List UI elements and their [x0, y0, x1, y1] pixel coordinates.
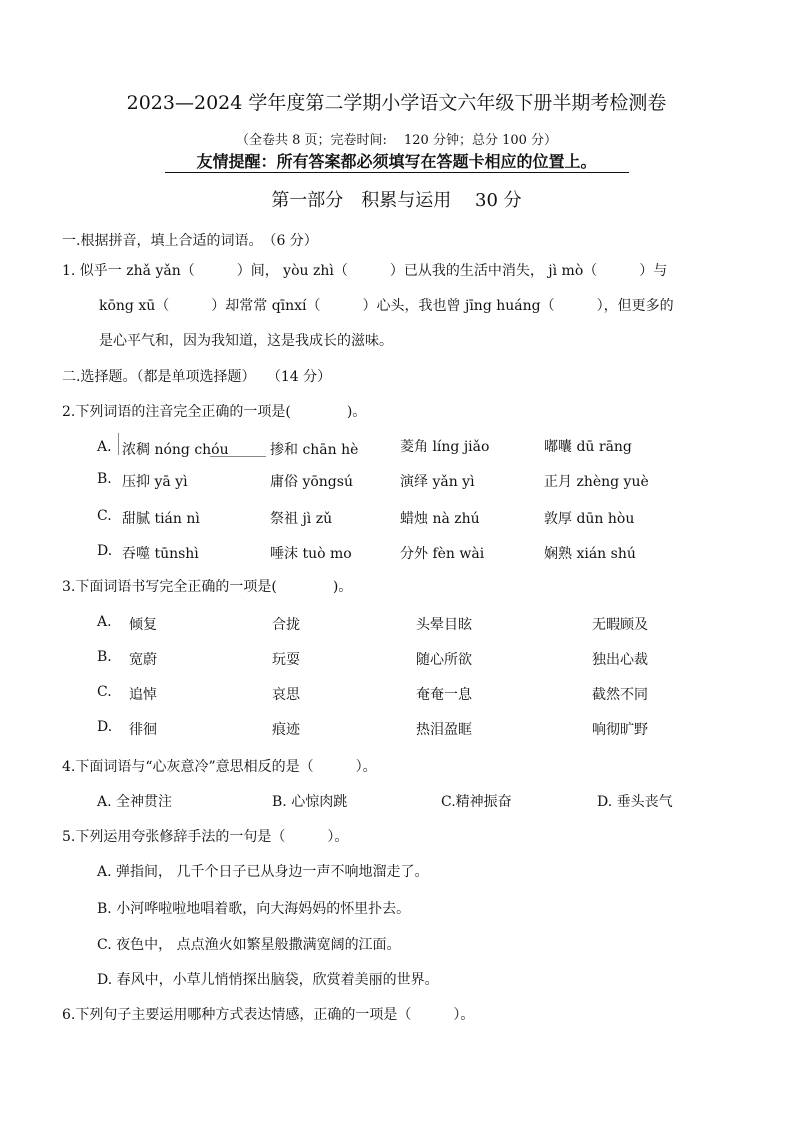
q2-option-letter: B.	[97, 471, 112, 487]
q4-stem: 4.下面词语与“心灰意冷”意思相反的是（ ）。	[62, 759, 377, 775]
part-title: 第一部分 积累与运用 30 分	[271, 190, 522, 211]
q3-word: 哀思	[272, 687, 300, 703]
q3-stem: 3.下面词语书写完全正确的一项是( )。	[62, 579, 353, 595]
q5-option: B. 小河哗啦啦地唱着歌，向大海妈妈的怀里扑去。	[97, 901, 411, 917]
q2-word: 蜡烛 nà zhú	[400, 511, 480, 527]
q2-option-letter: C.	[97, 508, 112, 524]
q4-option: B. 心惊肉跳	[272, 794, 348, 810]
q2-word: 甜腻 tián nì	[122, 511, 200, 527]
q2-word: 菱角 líng jiǎo	[400, 439, 490, 455]
q5-option: A. 弹指间， 几千个日子已从身边一声不响地溜走了。	[97, 864, 429, 880]
q2-word: 正月 zhèng yuè	[544, 474, 649, 490]
exam-notice: 友情提醒：所有答案都必须填写在答题卡相应的位置上。	[196, 152, 597, 171]
q2-stem: 2.下列词语的注音完全正确的一项是( )。	[62, 404, 367, 420]
q2-word: 唾沫 tuò mo	[270, 546, 352, 562]
q2-option-letter: A.	[97, 439, 112, 455]
section1-line2: kōng xū（ ）却常常 qīnxí（ ）心头，我也曾 jīng huáng（ ），但更多的	[99, 298, 674, 314]
q3-option-letter: B.	[97, 649, 112, 665]
section1-heading: 一.根据拼音，填上合适的词语。 （6 分）	[62, 233, 318, 249]
q3-option-letter: A.	[97, 614, 112, 630]
q3-word: 随心所欲	[416, 652, 472, 668]
q3-word: 痕迹	[272, 722, 300, 738]
q3-word: 合拢	[272, 617, 300, 633]
q2-option-letter: D.	[97, 543, 113, 559]
q3-word: 独出心裁	[592, 652, 648, 668]
q3-word: 头晕目眩	[416, 617, 472, 633]
q3-option-letter: C.	[97, 684, 112, 700]
section2-heading: 二.选择题。（都是单项选择题） （14 分）	[62, 369, 332, 385]
q2-word: 分外 fèn wài	[400, 546, 485, 562]
q2-word: 吞噬 tūnshì	[122, 546, 199, 562]
q2-word: 娴熟 xián shú	[544, 546, 636, 562]
q2-word: 演绎 yǎn yì	[400, 474, 475, 490]
notice-underline	[165, 172, 629, 173]
q3-word: 宽蔚	[129, 652, 157, 668]
q2-word: 敦厚 dūn hòu	[544, 511, 635, 527]
q3-word: 徘徊	[129, 722, 157, 738]
q5-option: C. 夜色中， 点点渔火如繁星般撒满宽阔的江面。	[97, 937, 401, 953]
q2-word: 嘟囔 dū rāng	[544, 439, 632, 455]
q5-option: D. 春风中，小草儿悄悄探出脑袋，欣赏着美丽的世界。	[97, 972, 439, 988]
exam-subtitle: （全卷共 8 页；完卷时间: 120 分钟；总分 100 分）	[235, 133, 558, 148]
q3-word: 玩耍	[272, 652, 300, 668]
q2-word: 祭祖 jì zǔ	[270, 511, 333, 527]
q3-word: 奄奄一息	[416, 687, 472, 703]
q2-word: 庸俗 yōngsú	[270, 474, 353, 490]
q3-word: 热泪盈眶	[416, 722, 472, 738]
q3-word: 追悼	[129, 687, 157, 703]
section1-line3: 是心平气和，因为我知道，这是我成长的滋味。	[99, 333, 393, 349]
q6-stem: 6.下列句子主要运用哪种方式表达情感，正确的一项是（ ）。	[62, 1007, 475, 1023]
exam-title: 2023—2024 学年度第二学期小学语文六年级下册半期考检测卷	[126, 92, 667, 114]
q3-word: 无暇顾及	[592, 617, 648, 633]
q4-option: D. 垂头丧气	[597, 794, 673, 810]
q4-option: C.精神振奋	[441, 794, 512, 810]
q3-option-letter: D.	[97, 719, 113, 735]
q2-word: 压抑 yā yì	[122, 474, 188, 490]
q3-word: 倾复	[129, 617, 157, 633]
q5-stem: 5.下列运用夸张修辞手法的一句是（ ）。	[62, 829, 349, 845]
section1-line1: 1. 似乎一 zhǎ yǎn（ ）间， yòu zhì（ ）已从我的生活中消失， jì mò（ ）与	[62, 263, 668, 279]
q2-word: 浓稠 nóng chóu	[122, 442, 229, 458]
q3-word: 响彻旷野	[592, 722, 648, 738]
q3-word: 截然不同	[592, 687, 648, 703]
q2-word: 掺和 chān hè	[270, 442, 359, 458]
q4-option: A. 全神贯注	[97, 794, 173, 810]
